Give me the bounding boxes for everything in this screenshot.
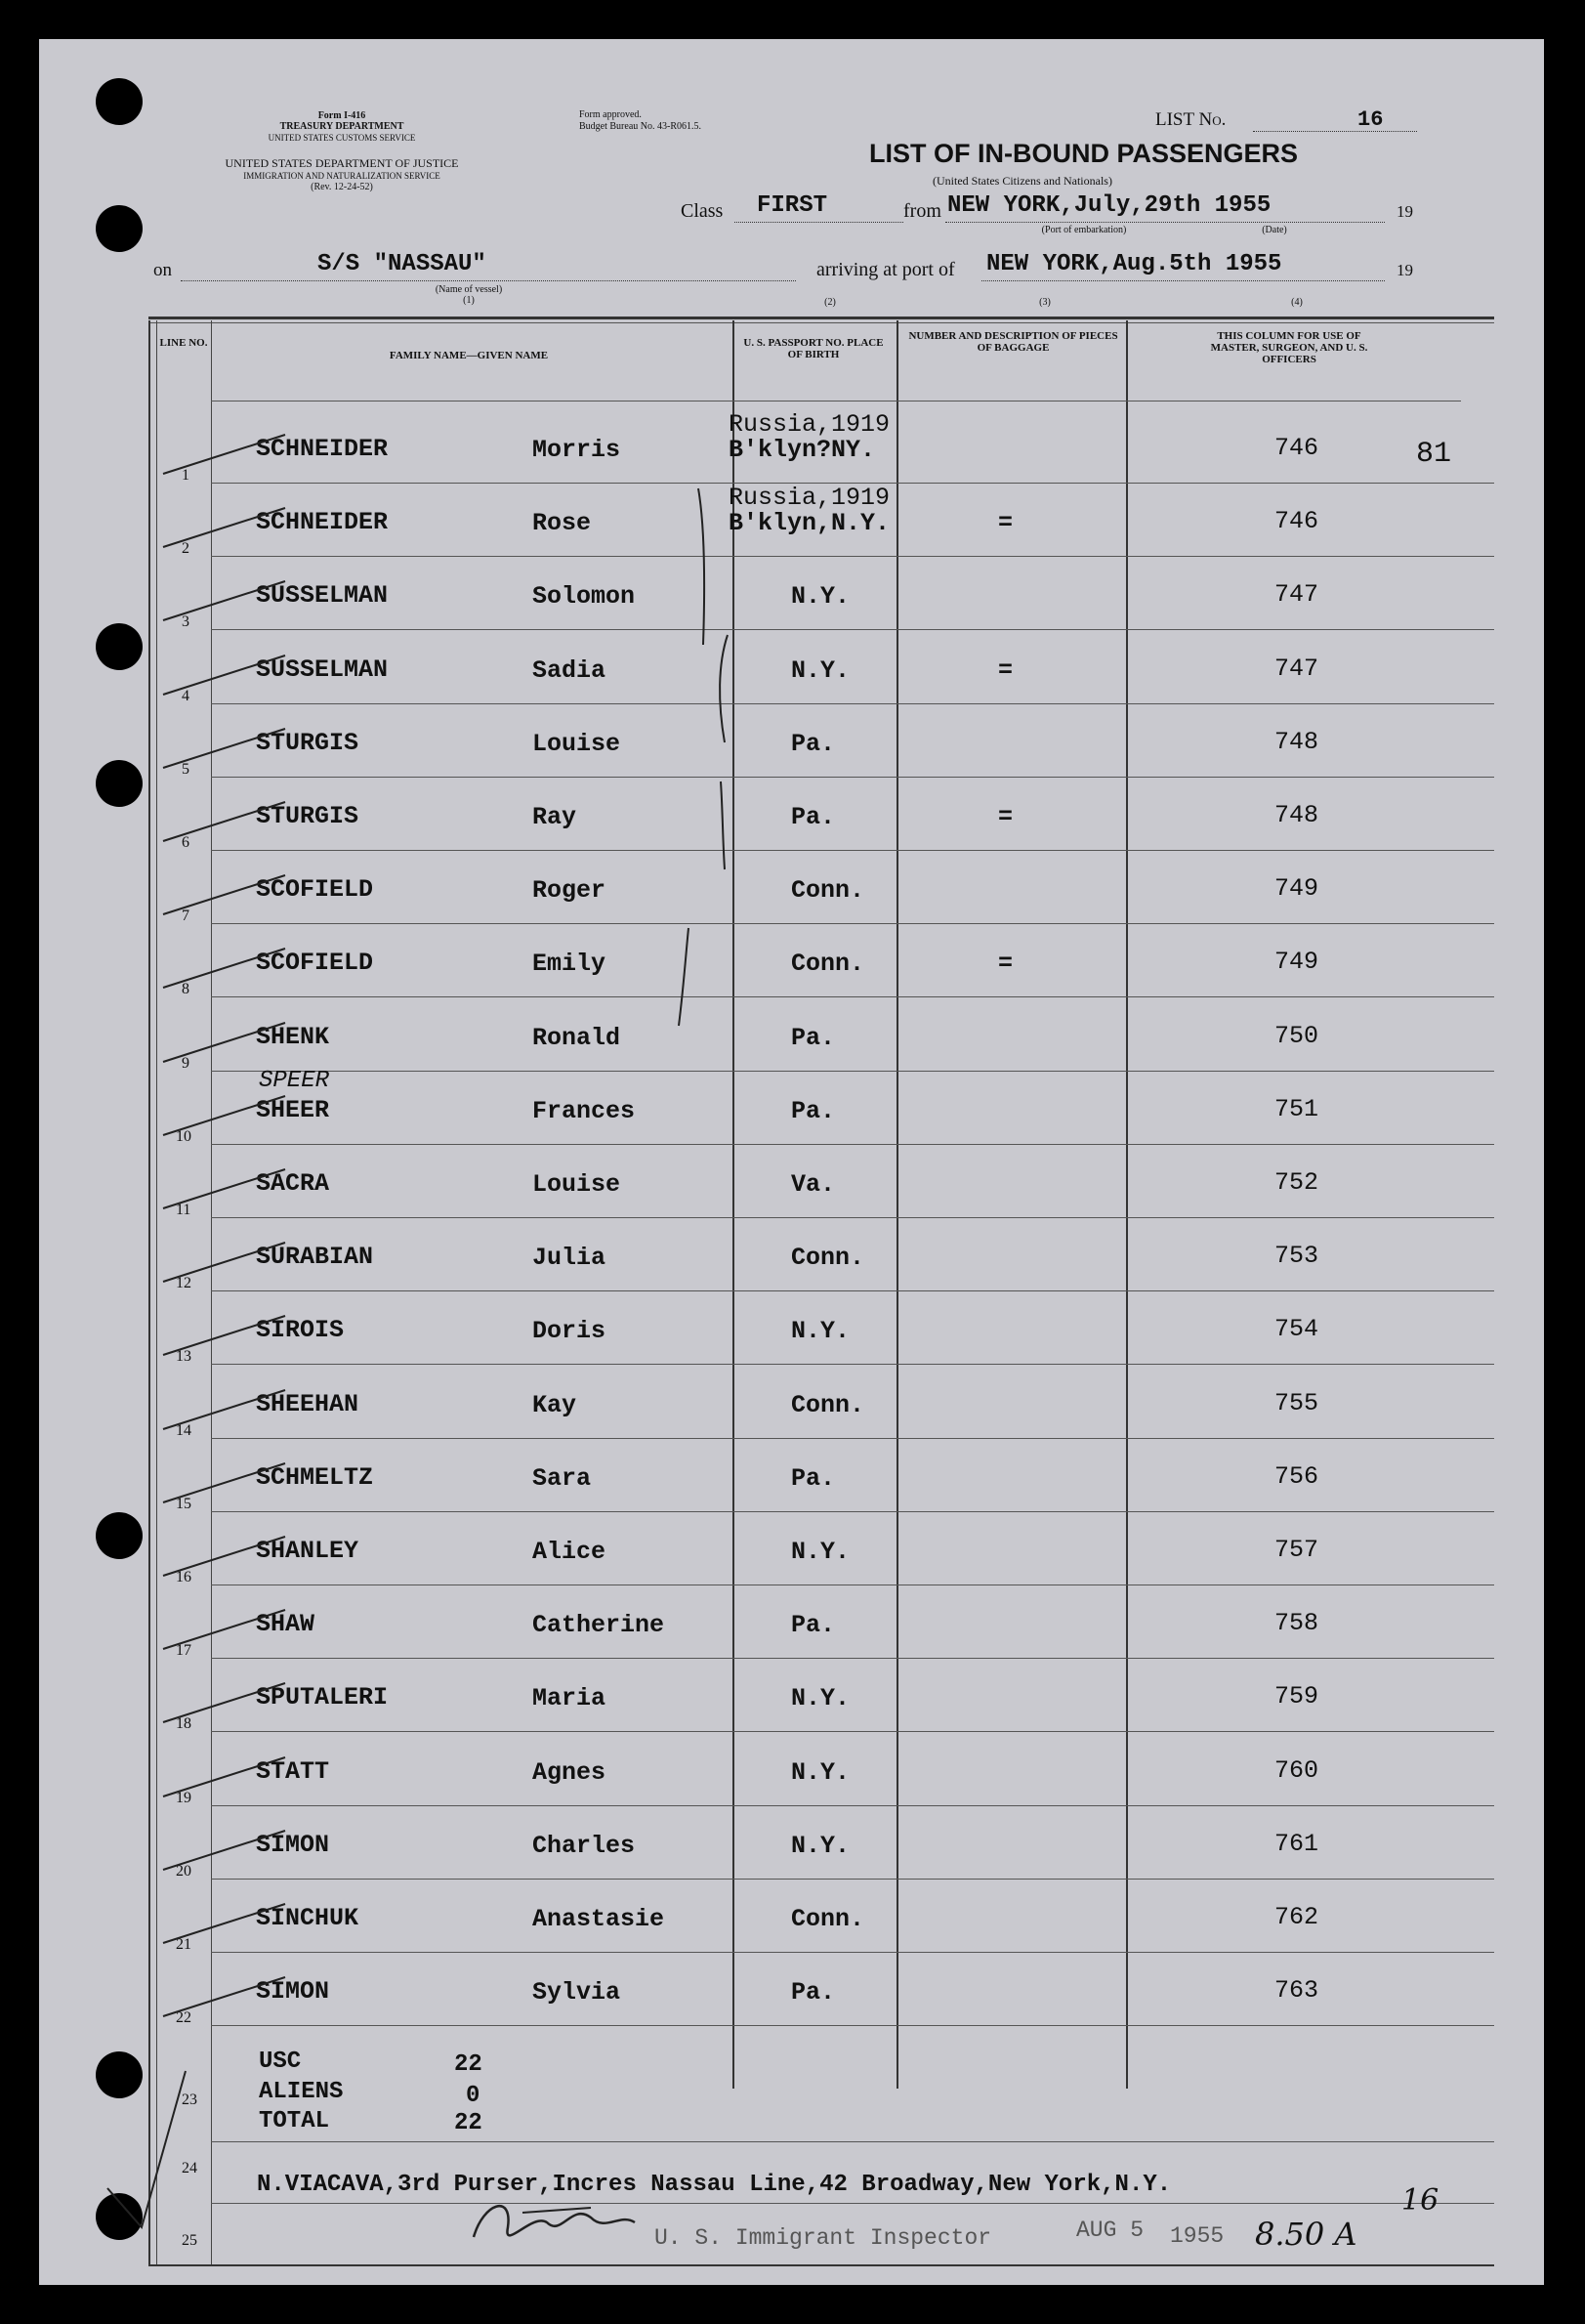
officer-number: 752 xyxy=(1274,1168,1319,1197)
place-of-birth: Pa. xyxy=(791,1978,836,2007)
row-rule xyxy=(211,1658,1494,1659)
officer-number: 762 xyxy=(1274,1903,1319,1931)
given-name: Agnes xyxy=(532,1757,606,1787)
table-row xyxy=(39,1678,1544,1752)
place-of-birth: N.Y. xyxy=(791,582,851,612)
col-number: (2) xyxy=(824,297,836,308)
place-of-birth: Pa. xyxy=(791,1611,836,1640)
given-name: Louise xyxy=(532,729,621,758)
check-tick xyxy=(158,1748,305,1806)
row-rule xyxy=(211,703,1494,704)
given-name: Sylvia xyxy=(532,1978,621,2007)
row-rule xyxy=(211,1952,1494,1953)
list-no-value: 16 xyxy=(1357,107,1384,132)
vessel-caption-num: (1) xyxy=(463,295,475,306)
family-name: STATT xyxy=(256,1756,330,1786)
justice-label: UNITED STATES DEPARTMENT OF JUSTICE xyxy=(225,156,459,170)
family-name: SHEER xyxy=(256,1095,330,1124)
budget-bureau: Budget Bureau No. 43-R061.5. xyxy=(579,121,701,132)
line-number: 21 xyxy=(176,1936,191,1953)
line-number: 4 xyxy=(182,687,189,704)
officer-number: 759 xyxy=(1274,1682,1319,1711)
place-of-birth: Conn. xyxy=(791,1244,865,1273)
total-label: TOTAL xyxy=(259,2108,330,2134)
given-name: Solomon xyxy=(532,582,636,612)
customs-label: UNITED STATES CUSTOMS SERVICE xyxy=(268,133,416,143)
place-of-birth: Conn. xyxy=(791,876,865,906)
place-of-birth: N.Y. xyxy=(791,1757,851,1787)
baggage-ditto: = xyxy=(998,950,1014,979)
check-tick xyxy=(158,939,305,997)
given-name: Catherine xyxy=(532,1611,665,1640)
row-rule xyxy=(211,1805,1494,1806)
given-name: Alice xyxy=(532,1538,606,1566)
line-number: 12 xyxy=(176,1275,191,1292)
given-name: Kay xyxy=(532,1390,577,1419)
col-header-line: LINE NO. xyxy=(159,337,208,349)
line-number: 15 xyxy=(176,1495,191,1512)
class-value: FIRST xyxy=(757,192,828,219)
name-correction: SPEER xyxy=(259,1067,330,1094)
family-name: SPUTALERI xyxy=(256,1683,389,1712)
arrival-value: NEW YORK,Aug.5th 1955 xyxy=(986,251,1282,277)
table-row xyxy=(39,651,1544,724)
check-tick xyxy=(158,1233,305,1291)
baggage-ditto: = xyxy=(998,509,1014,538)
form-approved: Form approved. xyxy=(579,109,642,120)
line-number: 22 xyxy=(176,2009,191,2027)
officer-number: 758 xyxy=(1274,1609,1319,1638)
row-rule xyxy=(211,1071,1494,1072)
row-rule xyxy=(211,923,1494,924)
given-name: Roger xyxy=(532,876,606,906)
family-name: SIMON xyxy=(256,1977,330,2007)
line-number: 11 xyxy=(176,1202,191,1218)
line-number: 10 xyxy=(176,1127,191,1145)
family-name: STURGIS xyxy=(256,802,359,830)
check-tick xyxy=(158,792,305,851)
table-row xyxy=(39,1238,1544,1311)
row-rule xyxy=(211,2025,1494,2026)
family-name: SCOFIELD xyxy=(256,875,374,905)
list-no-label: LIST No. xyxy=(1155,109,1227,130)
check-tick xyxy=(158,1160,305,1218)
family-name: SUSSELMAN xyxy=(256,655,389,684)
manifest-page xyxy=(39,39,1544,2285)
place-of-birth: N.Y. xyxy=(791,655,851,685)
line-number: 19 xyxy=(176,1789,191,1806)
line-number: 9 xyxy=(182,1054,189,1072)
place-of-birth: N.Y. xyxy=(791,1831,851,1860)
check-tick xyxy=(158,1380,305,1439)
officer-number: 749 xyxy=(1274,948,1319,977)
place-of-birth: Pa. xyxy=(791,1023,836,1052)
line-number: 23 xyxy=(182,2092,197,2108)
line-number: 5 xyxy=(182,760,189,778)
line-number: 17 xyxy=(176,1642,191,1660)
given-name: Doris xyxy=(532,1317,606,1346)
port-caption: (Port of embarkation) xyxy=(1041,225,1127,235)
table-row xyxy=(39,1385,1544,1458)
on-label: on xyxy=(153,260,172,280)
col-number: (4) xyxy=(1291,297,1303,308)
vessel-name: S/S "NASSAU" xyxy=(317,251,486,277)
officer-number: 763 xyxy=(1274,1976,1319,2006)
total-value: 22 xyxy=(454,2110,482,2136)
table-row xyxy=(39,1972,1544,2046)
table-row xyxy=(39,1532,1544,1605)
given-name: Charles xyxy=(532,1831,636,1860)
table-row xyxy=(39,1899,1544,1972)
check-tick xyxy=(158,1086,305,1145)
row-rule xyxy=(211,1217,1494,1218)
aliens-label: ALIENS xyxy=(259,2079,344,2105)
row-rule xyxy=(211,1438,1494,1439)
officer-number: 753 xyxy=(1274,1242,1319,1271)
family-name: SUSSELMAN xyxy=(256,581,389,611)
family-name: SINCHUK xyxy=(256,1904,359,1932)
passport-country: Russia,1919 xyxy=(729,410,891,439)
col-header-baggage: NUMBER AND DESCRIPTION OF PIECES OF BAGGAGE xyxy=(908,330,1118,354)
table-row xyxy=(39,1605,1544,1678)
place-of-birth: B'klyn?NY. xyxy=(729,436,876,464)
vessel-caption: (Name of vessel) xyxy=(435,284,503,295)
given-name: Ray xyxy=(532,803,577,831)
family-name: SACRA xyxy=(256,1169,330,1198)
col-header-name: FAMILY NAME—GIVEN NAME xyxy=(389,350,549,361)
row-rule xyxy=(211,556,1494,557)
family-name: SHEEHAN xyxy=(256,1389,359,1418)
family-name: SHAW xyxy=(256,1610,315,1639)
baggage-ditto: = xyxy=(998,803,1014,831)
baggage-ditto: = xyxy=(998,655,1014,685)
punch-hole xyxy=(96,78,143,125)
table-row xyxy=(39,944,1544,1017)
officer-number: 747 xyxy=(1274,580,1319,610)
row-rule xyxy=(211,777,1494,778)
place-of-birth: N.Y. xyxy=(791,1538,851,1566)
place-of-birth: Pa. xyxy=(791,803,836,831)
passport-country: Russia,1919 xyxy=(729,484,891,513)
family-name: STURGIS xyxy=(256,728,359,757)
col-number: (3) xyxy=(1039,297,1051,308)
purser-line: N.VIACAVA,3rd Purser,Incres Nassau Line,42 Broadway,New York,N.Y. xyxy=(257,2172,1172,2198)
handwritten-note: 8.50 A xyxy=(1255,2216,1357,2253)
page-annotation: 81 xyxy=(1416,438,1452,471)
row-rule xyxy=(211,629,1494,630)
check-tick xyxy=(158,425,305,484)
table-row xyxy=(39,1311,1544,1384)
place-of-birth: N.Y. xyxy=(791,1317,851,1346)
check-tick xyxy=(158,1527,305,1585)
line-number: 2 xyxy=(182,540,189,558)
line-number: 24 xyxy=(182,2160,197,2176)
inspector-signature xyxy=(454,2183,669,2261)
table-row xyxy=(39,1753,1544,1826)
table-row xyxy=(39,484,1544,576)
check-mark xyxy=(98,2012,205,2247)
place-of-birth: N.Y. xyxy=(791,1684,851,1713)
table-row xyxy=(39,797,1544,870)
check-tick xyxy=(158,646,305,704)
family-name: SCHMELTZ xyxy=(256,1462,374,1492)
family-name: SHENK xyxy=(256,1022,330,1051)
given-name: Frances xyxy=(532,1096,636,1125)
date-caption: (Date) xyxy=(1262,225,1287,235)
given-name: Morris xyxy=(532,436,621,464)
place-of-birth: Conn. xyxy=(791,1390,865,1419)
form-number: Form I-416 xyxy=(317,110,366,121)
officer-number: 749 xyxy=(1274,874,1319,904)
officer-number: 746 xyxy=(1274,434,1319,462)
stamp-year: 1955 xyxy=(1170,2223,1225,2249)
officer-number: 761 xyxy=(1274,1829,1319,1858)
year-suffix: 19 xyxy=(1397,202,1413,221)
class-label: Class xyxy=(681,200,724,222)
given-name: Rose xyxy=(532,509,592,538)
officer-number: 755 xyxy=(1274,1388,1319,1417)
place-of-birth: Conn. xyxy=(791,1905,865,1933)
col-header-passport: U. S. PASSPORT NO. PLACE OF BIRTH xyxy=(743,337,884,360)
table-row xyxy=(39,576,1544,650)
given-name: Sadia xyxy=(532,655,606,685)
given-name: Emily xyxy=(532,950,606,979)
arriving-label: arriving at port of xyxy=(816,259,955,280)
family-name: SIMON xyxy=(256,1830,330,1859)
officer-number: 754 xyxy=(1274,1315,1319,1344)
family-brackets xyxy=(645,469,762,1592)
immigration-label: IMMIGRATION AND NATURALIZATION SERVICE xyxy=(243,171,440,181)
officer-number: 751 xyxy=(1274,1094,1319,1123)
given-name: Maria xyxy=(532,1684,606,1713)
given-name: Anastasie xyxy=(532,1905,665,1933)
col-header-officers: THIS COLUMN FOR USE OF MASTER, SURGEON, AND U. S. OFFICERS xyxy=(1210,330,1368,365)
line-number: 18 xyxy=(176,1715,191,1733)
place-of-birth: Conn. xyxy=(791,950,865,979)
page-title: LIST OF IN-BOUND PASSENGERS xyxy=(869,139,1299,168)
line-number: 6 xyxy=(182,834,189,851)
check-tick xyxy=(158,498,305,557)
given-name: Ronald xyxy=(532,1023,621,1052)
line-number: 1 xyxy=(182,467,189,484)
handwritten-note: 16 xyxy=(1401,2183,1439,2218)
family-name: SCHNEIDER xyxy=(256,508,389,537)
check-tick xyxy=(158,1821,305,1880)
officer-number: 748 xyxy=(1274,727,1319,756)
revision-label: (Rev. 12-24-52) xyxy=(311,182,373,192)
line-number: 3 xyxy=(182,613,189,631)
row-rule xyxy=(211,1879,1494,1880)
place-of-birth: B'klyn,N.Y. xyxy=(729,509,891,538)
table-row xyxy=(39,1164,1544,1238)
place-of-birth: Pa. xyxy=(791,729,836,758)
table-top-rule xyxy=(148,317,1494,319)
check-tick xyxy=(158,1673,305,1732)
officer-number: 750 xyxy=(1274,1021,1319,1050)
line-number: 8 xyxy=(182,981,189,998)
given-name: Louise xyxy=(532,1170,621,1199)
officer-number: 760 xyxy=(1274,1755,1319,1785)
from-label: from xyxy=(903,200,941,222)
given-name: Sara xyxy=(532,1463,592,1493)
row-rule xyxy=(211,1511,1494,1512)
check-tick xyxy=(158,571,305,630)
officer-number: 757 xyxy=(1274,1536,1319,1564)
line-number: 7 xyxy=(182,908,189,925)
table-row xyxy=(39,1067,1544,1164)
check-tick xyxy=(158,1454,305,1512)
row-rule xyxy=(211,1144,1494,1145)
stamp-date: AUG 5 xyxy=(1076,2218,1145,2243)
table-row xyxy=(39,1458,1544,1532)
embarkation-value: NEW YORK,July,29th 1955 xyxy=(947,192,1272,219)
line-number: 20 xyxy=(176,1862,191,1880)
given-name: Julia xyxy=(532,1244,606,1273)
aliens-value: 0 xyxy=(466,2083,480,2109)
family-name: SIROIS xyxy=(256,1316,345,1345)
treasury-label: TREASURY DEPARTMENT xyxy=(279,121,404,132)
usc-label: USC xyxy=(259,2049,302,2075)
check-tick xyxy=(158,1894,305,1953)
check-tick xyxy=(158,1013,305,1072)
family-name: SURABIAN xyxy=(256,1243,374,1272)
check-tick xyxy=(158,1306,305,1365)
family-name: SCHNEIDER xyxy=(256,435,389,463)
check-tick xyxy=(158,866,305,924)
row-rule xyxy=(211,1290,1494,1291)
officer-number: 746 xyxy=(1274,507,1319,536)
inspector-label: U. S. Immigrant Inspector xyxy=(654,2225,992,2251)
place-of-birth: Pa. xyxy=(791,1463,836,1493)
place-of-birth: Pa. xyxy=(791,1096,836,1125)
family-name: SHANLEY xyxy=(256,1537,359,1565)
table-row xyxy=(39,1826,1544,1899)
punch-hole xyxy=(96,205,143,252)
officer-number: 756 xyxy=(1274,1461,1319,1491)
check-tick xyxy=(158,719,305,778)
year-suffix: 19 xyxy=(1397,261,1413,279)
line-number: 14 xyxy=(176,1421,191,1439)
table-row xyxy=(39,870,1544,944)
family-name: SCOFIELD xyxy=(256,949,374,978)
row-rule xyxy=(211,850,1494,851)
row-rule xyxy=(211,996,1494,997)
page-subtitle: (United States Citizens and Nationals) xyxy=(933,174,1112,188)
line-number: 13 xyxy=(176,1348,191,1366)
row-rule xyxy=(211,1731,1494,1732)
usc-value: 22 xyxy=(454,2051,482,2078)
check-tick xyxy=(158,1600,305,1659)
officer-number: 747 xyxy=(1274,654,1319,683)
row-rule xyxy=(211,1364,1494,1365)
place-of-birth: Va. xyxy=(791,1170,836,1199)
table-row xyxy=(39,724,1544,797)
line-number: 25 xyxy=(182,2232,197,2249)
officer-number: 748 xyxy=(1274,801,1319,829)
line-number: 16 xyxy=(176,1569,191,1585)
